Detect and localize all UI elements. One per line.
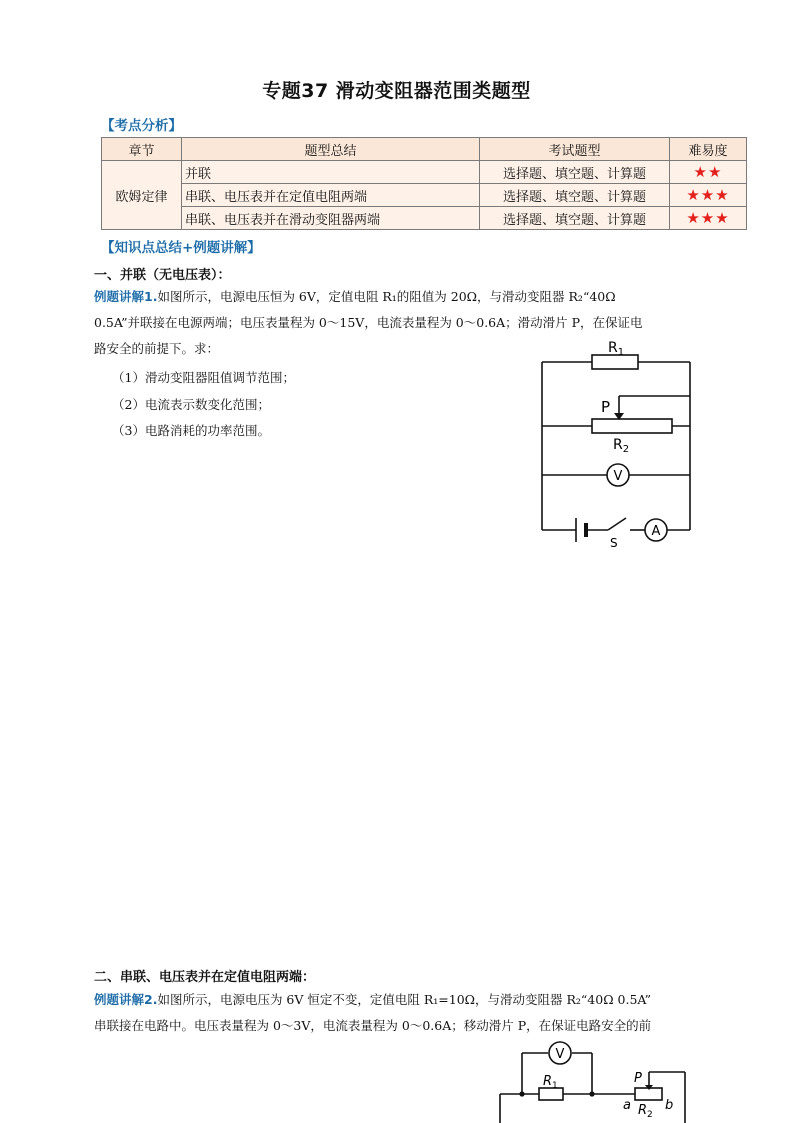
voltmeter-label: V [555, 1047, 565, 1062]
question-1: （1）滑动变阻器阻值调节范围； [112, 370, 295, 385]
summary-cell: 串联、电压表并在定值电阻两端 [182, 184, 480, 207]
table-row [102, 207, 747, 230]
label-r1: $R_1$ [608, 340, 625, 358]
ammeter-label: A [651, 524, 661, 539]
section1-heading: 一、并联（无电压表）： [94, 268, 231, 283]
example2-line2: 串联接在电路中。电压表量程为 0～3V，电流表量程为 0～0.6A；移动滑片 P，在保证电路安全的前 [94, 1018, 652, 1033]
junction-dot [519, 1091, 524, 1096]
header-difficulty: 难易度 [670, 138, 747, 161]
question-3: （3）电路消耗的功率范围。 [112, 423, 270, 438]
types-cell: 选择题、填空题、计算题 [480, 207, 670, 230]
header-types: 考试题型 [480, 138, 670, 161]
rheostat-r2 [592, 419, 672, 433]
example2-label: 例题讲解2. [94, 992, 158, 1007]
label-p: P [601, 398, 611, 416]
header-summary: 题型总结 [182, 138, 480, 161]
resistor-r1 [592, 355, 638, 369]
difficulty-stars: ★★ [670, 161, 747, 184]
example1-line2: 0.5A”并联接在电源两端；电压表量程为 0～15V，电流表量程为 0～0.6A；滑动滑片 P，在保证电 [94, 315, 643, 330]
voltmeter-label: V [613, 469, 623, 484]
resistor-r1 [539, 1088, 563, 1100]
label-b: b [665, 1098, 674, 1113]
page-title: 专题37 滑动变阻器范围类题型 [262, 80, 531, 102]
circuit-diagram-2 [490, 1035, 695, 1123]
table-row [102, 161, 747, 184]
switch-label: S [610, 536, 618, 550]
example1-label: 例题讲解1. [94, 289, 158, 304]
knowledge-tag: 【知识点总结+例题讲解】 [101, 240, 261, 256]
types-cell: 选择题、填空题、计算题 [480, 184, 670, 207]
junction-dot [589, 1091, 594, 1096]
label-p: P [634, 1071, 642, 1086]
summary-cell: 串联、电压表并在滑动变阻器两端 [182, 207, 480, 230]
question-2: （2）电流表示数变化范围； [112, 397, 270, 412]
circuit-diagram-1 [530, 335, 705, 550]
label-a: a [623, 1098, 631, 1113]
label-r2: $R_2$ [638, 1103, 653, 1120]
table-header-row [102, 138, 747, 161]
label-r2: $R_2$ [613, 437, 630, 455]
label-r1: $R_1$ [543, 1074, 558, 1091]
types-cell: 选择题、填空题、计算题 [480, 161, 670, 184]
example2-text [94, 987, 714, 1039]
header-chapter: 章节 [102, 138, 182, 161]
example1-line3: 路安全的前提下。求： [94, 341, 220, 356]
kaodian-tag: 【考点分析】 [101, 118, 182, 134]
summary-table [101, 137, 747, 230]
example2-line1: 如图所示，电源电压为 6V 恒定不变，定值电阻 R₁=10Ω，与滑动变阻器 R₂“40Ω 0.5A” [157, 992, 652, 1007]
section2-heading: 二、串联、电压表并在定值电阻两端： [94, 970, 316, 985]
difficulty-stars: ★★★ [670, 184, 747, 207]
chapter-cell: 欧姆定律 [102, 161, 182, 230]
example1-line1: 如图所示，电源电压恒为 6V，定值电阻 R₁的阻值为 20Ω，与滑动变阻器 R₂“40Ω [157, 289, 616, 304]
summary-cell: 并联 [182, 161, 480, 184]
rheostat-r2 [635, 1088, 662, 1100]
difficulty-stars: ★★★ [670, 207, 747, 230]
table-row [102, 184, 747, 207]
